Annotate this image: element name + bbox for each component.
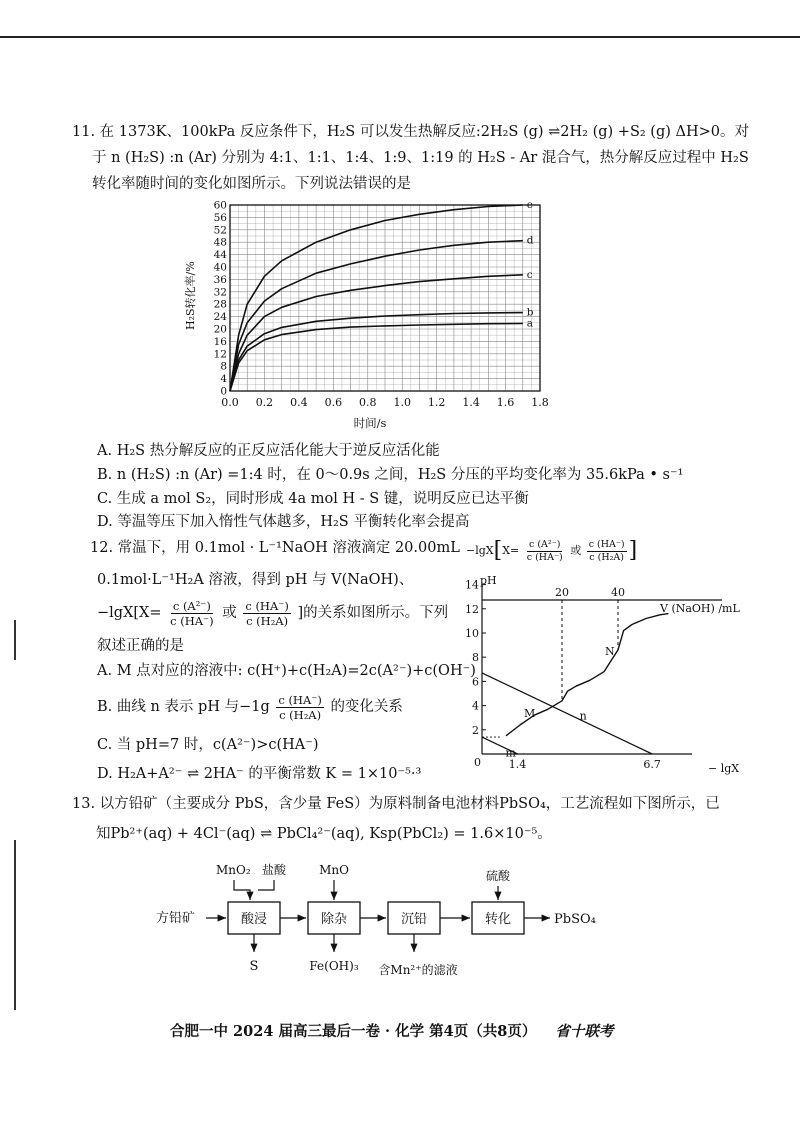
x-tick-label: 1.4 [462, 396, 480, 409]
chart2-top-axis-label: V (NaOH) /mL [660, 602, 740, 615]
x-tick-label: 1.6 [496, 396, 515, 409]
y-tick-label: 20 [213, 323, 227, 336]
series-label-a: a [526, 317, 534, 330]
q12-option-b-prefix: B. 曲线 n 表示 pH 与−1g [97, 699, 270, 715]
input-hcl: 盐酸 [262, 863, 287, 877]
fraction-denominator: c (H₂A) [246, 613, 289, 628]
y-tick-label: 28 [213, 298, 227, 311]
step1-label: 酸浸 [240, 912, 268, 927]
q11-option-b: B. n (H₂S) :n (Ar) =1:4 时，在 0～0.9s 之间，H₂S 分压的平均变化率为 35.6kPa • s⁻¹ [97, 467, 684, 483]
q13-line2: 知Pb²⁺(aq) + 4Cl⁻(aq) ⇌ PbCl₄²⁻(aq), Ksp(PbCl₂) = 1.6×10⁻⁵。 [96, 826, 552, 842]
series-label-e: e [526, 199, 533, 211]
fraction-denominator: c (H₂A) [589, 551, 624, 563]
q12-option-b-fraction [276, 693, 323, 722]
x-axis-label: 时间/s [353, 416, 387, 430]
q12-option-b [97, 690, 403, 724]
series-label-b: b [526, 306, 534, 319]
q11-line1: 11. 在 1373K、100kPa 反应条件下，H₂S 可以发生热解反应:2H₂S (g) ⇌2H₂ (g) +S₂ (g) ΔH>0。对 [72, 124, 749, 140]
q11-option-c: C. 生成 a mol S₂，同时形成 4a mol H - S 键，说明反应已达平衡 [97, 491, 529, 507]
line-label-n: n [579, 709, 587, 723]
input-mno: MnO [319, 863, 349, 877]
footer-stamp: 省十联考 [555, 1023, 614, 1040]
series-label-c: c [526, 268, 533, 281]
y-tick-label: 0 [220, 385, 227, 398]
x-tick-label: 0.6 [324, 396, 343, 409]
bottom-tick-label: 1.4 [508, 758, 527, 771]
line-label-m: m [505, 746, 516, 760]
y-tick-label: 60 [213, 199, 227, 212]
y-tick-label: 10 [465, 627, 479, 640]
y-tick-label: 44 [213, 249, 227, 262]
legend-x: X= [502, 544, 520, 557]
q11-option-d: D. 等温等压下加入惰性气体越多，H₂S 平衡转化率会提高 [97, 514, 470, 530]
y-tick-label: 48 [213, 236, 227, 249]
chart2-y-label: pH [480, 576, 497, 587]
q12-fraction-1 [168, 599, 215, 628]
q11-option-a: A. H₂S 热分解反应的正反应活化能大于逆反应活化能 [97, 443, 440, 459]
step3-label: 沉铅 [400, 912, 428, 927]
y-tick-label: 4 [220, 373, 227, 386]
input-h2so4: 硫酸 [485, 869, 511, 883]
q12-line4: 叙述正确的是 [97, 638, 184, 654]
top-rule [0, 36, 800, 38]
y-tick-label: 14 [465, 578, 479, 592]
legend-fraction-2 [587, 539, 627, 564]
input-mno2: MnO₂ [216, 863, 251, 877]
point-m-label: M [524, 707, 536, 720]
chart-grid [230, 205, 540, 391]
fraction-numerator: c (HA⁻) [245, 598, 289, 613]
bottom-tick-label: 6.7 [643, 758, 661, 771]
x-tick-label: 0.0 [221, 396, 239, 409]
output-feoh3: Fe(OH)₃ [309, 959, 359, 973]
y-tick-label: 12 [465, 602, 479, 616]
q12-line2: 0.1mol·L⁻¹H₂A 溶液，得到 pH 与 V(NaOH)、 [97, 572, 414, 588]
step4-label: 转化 [484, 912, 512, 927]
q12-line1: 12. 常温下，用 0.1mol · L⁻¹NaOH 溶液滴定 20.00mL [90, 540, 460, 556]
margin-bar [14, 840, 16, 1010]
y-tick-label: 40 [213, 261, 227, 274]
q12-option-b-suffix: 的变化关系 [330, 699, 403, 715]
legend-fraction-1 [525, 539, 565, 564]
output-s: S [249, 959, 259, 974]
chart2-bottom-axis-label: − lgX [708, 762, 740, 775]
point-n-label: N [605, 645, 615, 658]
x-tick-label: 1.8 [531, 396, 549, 409]
titration-chart [462, 576, 752, 776]
x-tick-label: 0.2 [255, 396, 274, 409]
legend-or: 或 [570, 544, 582, 557]
bracket-close: ] [628, 538, 638, 563]
x-tick-label: 0.8 [359, 396, 377, 409]
y-tick-label: 6 [472, 675, 479, 689]
bracket-open: [ [493, 538, 503, 563]
q12-fraction-2 [243, 599, 290, 628]
fraction-numerator: c (HA⁻) [588, 538, 625, 550]
q12-line3 [97, 596, 448, 630]
x-tick-label: 1.2 [427, 396, 446, 409]
arrow [258, 880, 274, 890]
chart2-legend [466, 536, 637, 566]
q11-line3: 转化率随时间的变化如图所示。下列说法错误的是 [92, 176, 411, 192]
y-tick-label: 32 [213, 286, 227, 299]
fraction-denominator: c (HA⁻) [170, 613, 214, 628]
y-tick-label: 16 [213, 335, 227, 348]
chart2-origin: 0 [474, 756, 481, 769]
step2-label: 除杂 [320, 912, 348, 927]
x-tick-label: 0.4 [290, 396, 308, 409]
series-label-d: d [526, 234, 534, 247]
conversion-chart [180, 195, 560, 435]
y-tick-label: 12 [213, 348, 227, 361]
fraction-numerator: c (A²⁻) [529, 538, 561, 550]
margin-bar [14, 620, 16, 660]
y-tick-label: 2 [472, 723, 479, 737]
top-tick-label: 20 [555, 586, 569, 599]
line-n [482, 673, 652, 754]
y-tick-label: 36 [213, 273, 227, 286]
legend-lgx: −lgX [466, 544, 494, 557]
arrow [234, 880, 250, 900]
y-tick-labels [214, 200, 228, 398]
q13-line1: 13. 以方铅矿（主要成分 PbS，含少量 FeS）为原料制备电池材料PbSO₄，工艺流程如下图所示，已 [72, 796, 720, 812]
product-label: PbSO₄ [554, 912, 596, 927]
q12-option-d: D. H₂A+A²⁻ ⇌ 2HA⁻ 的平衡常数 K = 1×10⁻⁵·³ [97, 766, 422, 782]
q12-option-c: C. 当 pH=7 时，c(A²⁻)>c(HA⁻) [97, 737, 319, 753]
fraction-denominator: c (H₂A) [279, 707, 322, 722]
y-tick-label: 52 [213, 224, 227, 237]
feed-label: 方铅矿 [156, 911, 196, 926]
chart2-y-ticks [465, 579, 486, 737]
x-tick-labels [221, 396, 549, 409]
footer-text: 合肥一中 2024 届高三最后一卷 · 化学 第4页（共8页） [170, 1023, 537, 1040]
q12-option-a: A. M 点对应的溶液中: c(H⁺)+c(H₂A)=2c(A²⁻)+c(OH⁻) [97, 663, 476, 679]
y-tick-label: 8 [472, 651, 479, 665]
fraction-numerator: c (HA⁻) [278, 692, 322, 707]
y-tick-label: 56 [213, 211, 227, 224]
fraction-numerator: c (A²⁻) [172, 598, 211, 613]
output-filtrate: 含Mn²⁺的滤液 [378, 963, 458, 977]
q11-line2: 于 n (H₂S) :n (Ar) 分别为 4:1、1:1、1:4、1:9、1:19 的 H₂S - Ar 混合气，热分解反应过程中 H₂S [92, 150, 749, 166]
y-axis-label: H₂S转化率/% [184, 261, 197, 330]
process-flow-diagram [130, 852, 630, 992]
top-tick-label: 40 [611, 586, 625, 599]
y-tick-label: 4 [472, 699, 479, 713]
chart2-lines [482, 600, 668, 754]
y-tick-label: 24 [213, 311, 227, 324]
q12-lgx-prefix: −lgX[X= [97, 605, 162, 621]
fraction-denominator: c (HA⁻) [526, 551, 563, 563]
y-tick-label: 8 [220, 360, 227, 373]
q12-or: 或 [222, 605, 237, 621]
page-footer [170, 1020, 613, 1041]
q12-line3-suffix: ]的关系如图所示。下列 [297, 605, 449, 621]
chart2-labels [506, 586, 661, 771]
x-tick-label: 1.0 [393, 396, 411, 409]
